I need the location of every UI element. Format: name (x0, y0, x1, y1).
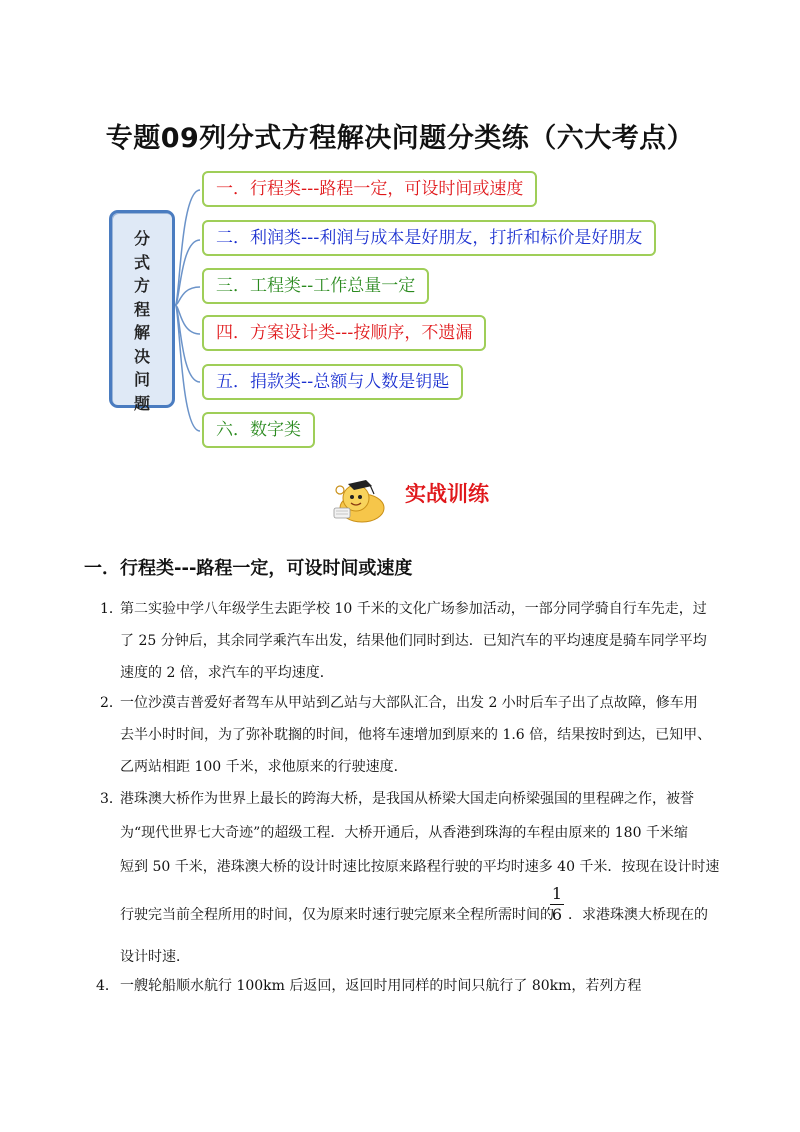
category-label: 一．行程类---路程一定，可设时间或速度 (216, 179, 524, 199)
problem-line: 设计时速． (120, 949, 190, 965)
problem-line: 了 25 分钟后，其余同学乘汽车出发，结果他们同时到达．已知汽车的平均速度是骑车同学平均 (120, 633, 707, 649)
category-donation (202, 364, 463, 400)
category-profit (202, 220, 656, 256)
problem-line: 乙两站相距 100 千米，求他原来的行驶速度． (120, 759, 408, 775)
problem-line: 第二实验中学八年级学生去距学校 10 千米的文化广场参加活动，一部分同学骑自行车先走，过 (120, 601, 707, 617)
student-mascot-icon (326, 474, 398, 524)
problem-line: 港珠澳大桥作为世界上最长的跨海大桥，是我国从桥梁大国走向桥梁强国的里程碑之作，被誉 (120, 791, 694, 807)
page-title: 专题09列分式方程解决问题分类练（六大考点） (105, 123, 695, 154)
category-label: 五．捐款类--总额与人数是钥匙 (216, 372, 450, 392)
fraction-denominator: 6 (551, 905, 563, 924)
category-number (202, 412, 315, 448)
problem-line: 一艘轮船顺水航行 100km 后返回，返回时用同样的时间只航行了 80km，若列方程 (120, 978, 642, 994)
problem-number: 3． (100, 791, 123, 807)
problem-number: 2． (100, 695, 123, 711)
category-label: 二．利润类---利润与成本是好朋友，打折和标价是好朋友 (216, 228, 643, 248)
category-label: 三．工程类--工作总量一定 (216, 276, 416, 296)
fraction-numerator: 1 (551, 884, 563, 903)
category-engineering (202, 268, 429, 304)
problem-line: 为“现代世界七大奇迹”的超级工程．大桥开通后，从香港到珠海的车程由原来的 180 千米缩 (120, 825, 688, 841)
problem-number: 1． (100, 601, 123, 617)
problem-line: 短到 50 千米，港珠澳大桥的设计时速比按原来路程行驶的平均时速多 40 千米．按现在设计时速 (120, 859, 720, 875)
practice-title: 实战训练 (405, 482, 489, 506)
category-label: 六．数字类 (216, 420, 301, 440)
problem-line: 行驶完当前全程所用的时间，仅为原来时速行驶完原来全程所需时间的 (120, 907, 554, 923)
problem-line: 去半小时时间，为了弥补耽搁的时间，他将车速增加到原来的 1.6 倍，结果按时到达，已知甲、 (120, 727, 712, 743)
problem-line: 一位沙漠吉普爱好者驾车从甲站到乙站与大部队汇合，出发 2 小时后车子出了点故障，修车用 (120, 695, 698, 711)
fraction-one-sixth (550, 885, 564, 924)
problem-number: 4． (96, 978, 119, 994)
mindmap-center-label: 分 式 方 程 解 决 问 题 (133, 229, 150, 413)
category-plan-design (202, 315, 486, 351)
category-label: 四．方案设计类---按顺序，不遗漏 (216, 323, 473, 343)
section-heading: 一．行程类---路程一定，可设时间或速度 (84, 558, 413, 579)
connector-5 (175, 305, 200, 382)
category-travel (202, 171, 537, 207)
problem-line: 速度的 2 倍，求汽车的平均速度． (120, 665, 334, 681)
problem-line: ．求港珠澳大桥现在的 (568, 907, 708, 923)
